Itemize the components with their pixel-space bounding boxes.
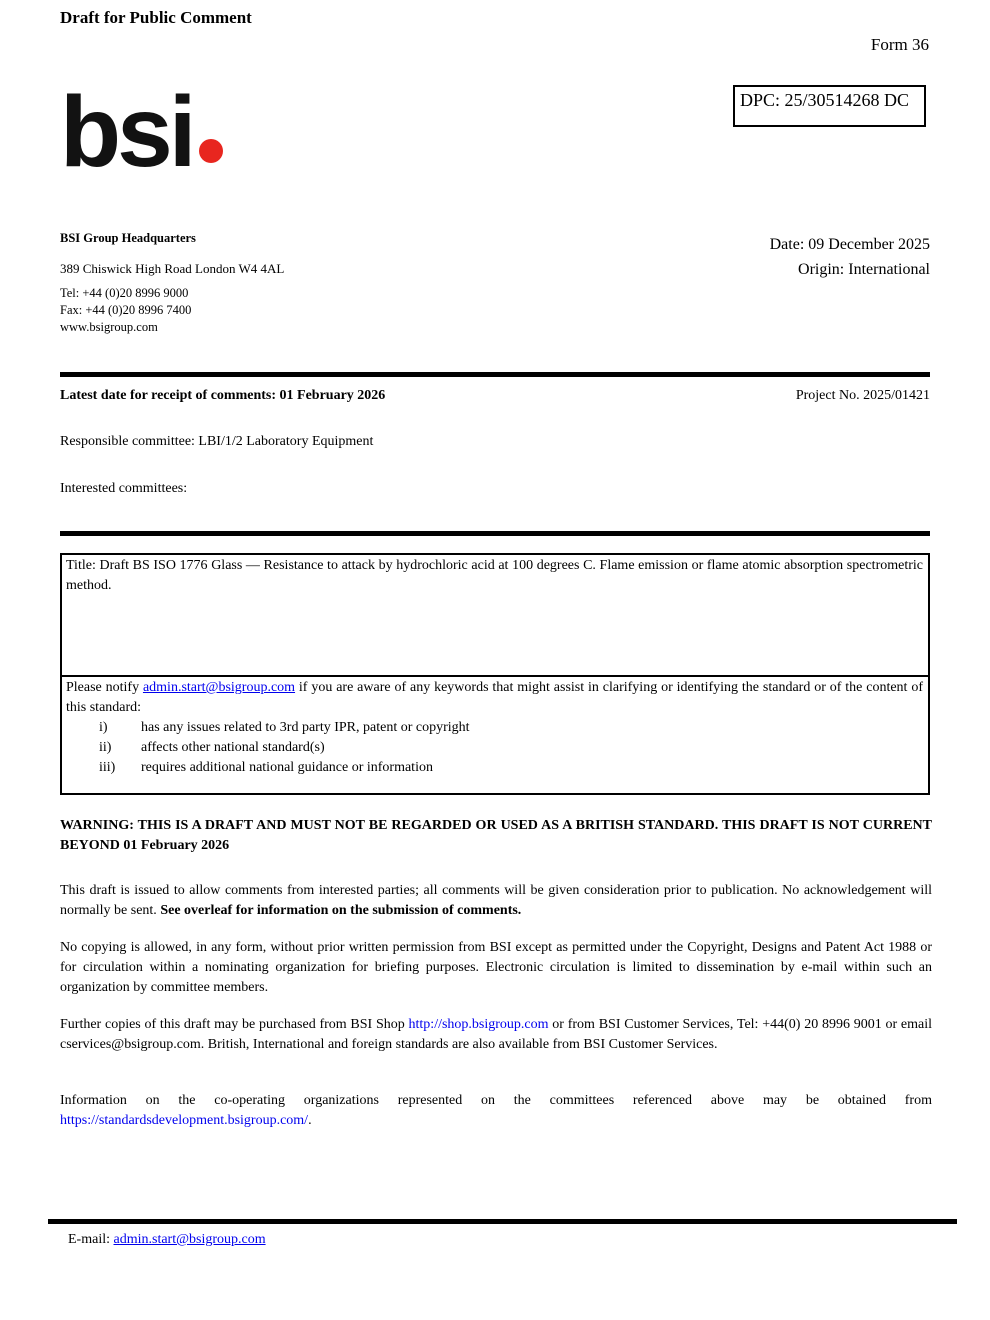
address-website: www.bsigroup.com [60,320,158,334]
date-origin-block [770,232,930,282]
comments-deadline-row [60,388,930,404]
horizontal-rule-top [60,372,930,377]
address-block [60,230,284,336]
paragraph-text: Information on the co-operating organizations represented on the committees referenced above may be obtained from [60,1093,932,1108]
draft-warning-statement: WARNING: THIS IS A DRAFT AND MUST NOT BE REGARDED OR USED AS A BRITISH STANDARD. THIS DRAFT IS NOT CURRENT BEYOND 01 February 2026 [60,818,932,853]
bsi-logo-red-dot-icon [199,139,223,163]
footer-email-line [68,1232,266,1248]
form-number: Form 36 [870,35,929,54]
paragraph-text: This draft is issued to allow comments from interested parties; all comments will be given consideration prior to publication. No acknowledgement will normally be sent. [60,883,932,918]
notify-text-after: if you are aware of any keywords that might assist in clarifying or identifying the standard or of the content of this standard: [66,680,923,715]
notify-list [66,718,923,778]
address-street: 389 Chiswick High Road London W4 4AL [60,261,285,276]
dpc-number-box [733,85,926,127]
list-item [66,758,923,778]
paragraph-cooperating-organizations [60,1091,932,1131]
address-fax: Fax: +44 (0)20 8996 7400 [60,303,192,317]
document-origin: Origin: International [798,261,930,278]
footer-email-link[interactable]: admin.start@bsigroup.com [113,1232,266,1247]
list-item-text: affects other national standard(s) [141,740,325,755]
title-box [60,553,930,677]
list-item [66,738,923,758]
standard-title: Title: Draft BS ISO 1776 Glass — Resistance to attack by hydrochloric acid at 100 degrees C. Flame emission or flame atomic absorption spectrometric method. [66,558,923,593]
see-overleaf-note: See overleaf for information on the submission of comments. [160,903,522,918]
horizontal-rule-middle [60,531,930,536]
interested-committees: Interested committees: [60,481,188,496]
paragraph-no-copying: No copying is allowed, in any form, without prior written permission from BSI except as permitted under the Copyright, Designs and Patent Act 1988 or for circulation within a nominating organization for briefing purposes. Electronic circulation is limited to dissemination by e-mail within such an organization by committee members. [60,940,932,995]
document-date: Date: 09 December 2025 [769,236,930,253]
bsi-logo-text: bsi [60,76,193,188]
keywords-notify-box [60,675,930,795]
paragraph-comments-consideration [60,881,932,921]
paragraph-text: or from BSI Customer Services, Tel: +44(0) 20 8996 9001 or email cservices@bsigroup.com. British, International and foreign standards are also available from BSI Customer Services. [60,1017,932,1052]
notify-paragraph [66,678,923,718]
notify-text-before: Please notify [66,680,143,695]
paragraph-text: Further copies of this draft may be purchased from BSI Shop [60,1017,409,1032]
paragraph-text: . [308,1113,312,1128]
bsi-shop-link[interactable]: http://shop.bsigroup.com [408,1017,549,1032]
latest-date-for-comments: Latest date for receipt of comments: 01 February 2026 [60,388,386,403]
paragraph-further-copies [60,1015,932,1055]
responsible-committee: Responsible committee: LBI/1/2 Laboratory Equipment [60,434,374,449]
list-item-numeral: ii) [99,740,112,755]
list-item-numeral: iii) [99,760,116,775]
draft-for-public-comment-heading: Draft for Public Comment [60,8,252,27]
address-org-name: BSI Group Headquarters [60,231,196,245]
dpc-number: DPC: 25/30514268 DC [740,90,910,110]
list-item [66,718,923,738]
footer-email-label: E-mail: [68,1232,114,1247]
bsi-logo [60,76,223,188]
address-tel: Tel: +44 (0)20 8996 9000 [60,286,189,300]
list-item-text: has any issues related to 3rd party IPR, patent or copyright [141,720,470,735]
project-number: Project No. 2025/01421 [795,388,930,403]
standards-development-link[interactable]: https://standardsdevelopment.bsigroup.com/ [60,1113,309,1128]
notify-email-link[interactable]: admin.start@bsigroup.com [142,680,296,695]
horizontal-rule-footer [48,1219,957,1224]
list-item-numeral: i) [99,720,108,735]
list-item-text: requires additional national guidance or information [141,760,433,775]
